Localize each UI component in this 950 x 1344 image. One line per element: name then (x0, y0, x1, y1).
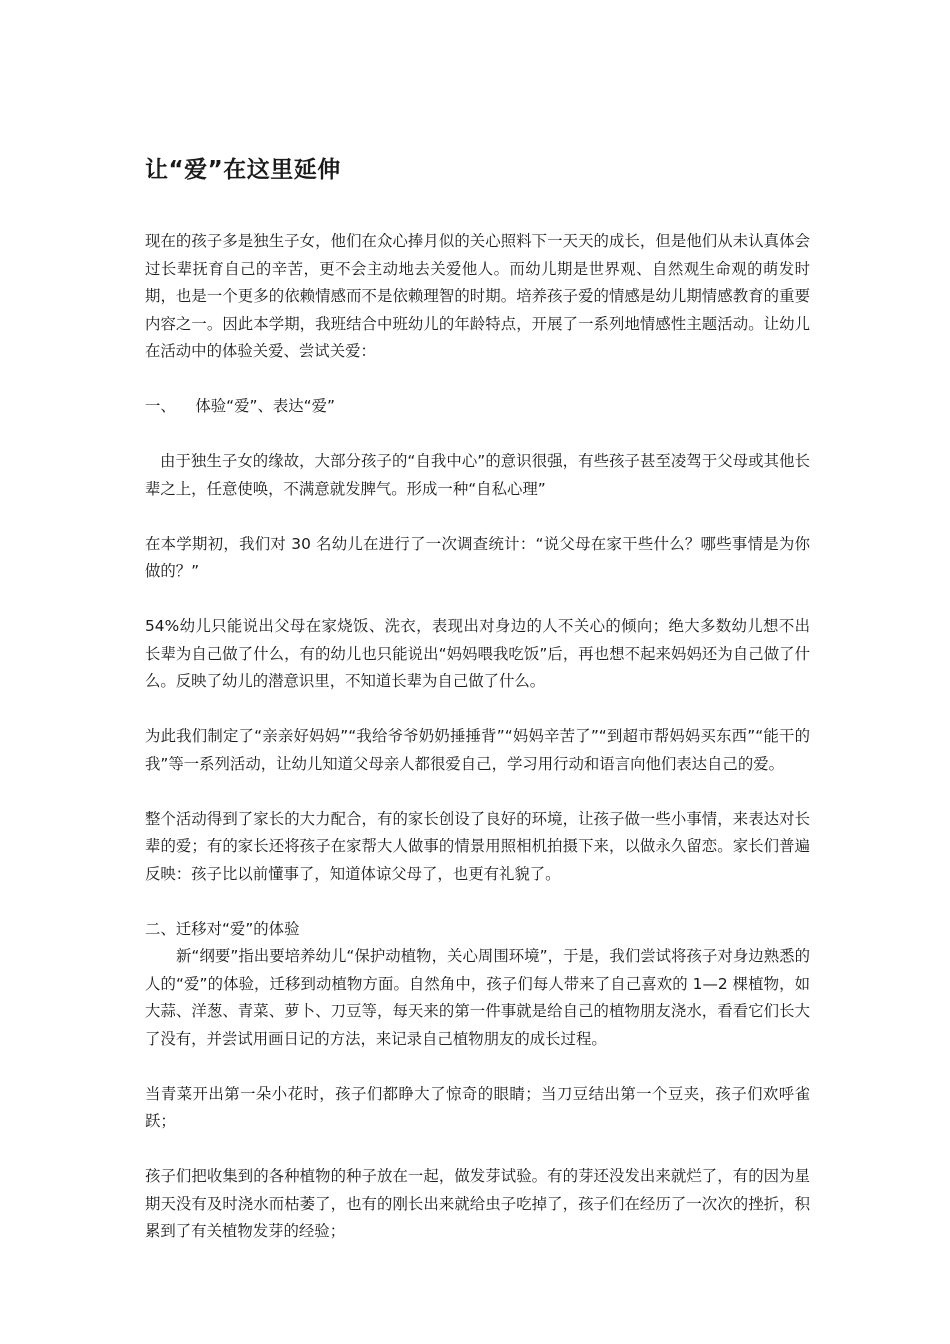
paragraph: 在本学期初，我们对 30 名幼儿在进行了一次调查统计：“说父母在家干些什么？哪些事情是为你做的？” (145, 534, 810, 580)
section-heading-1: 一、 体验“爱”、表达“爱” (145, 397, 335, 415)
paragraph: 孩子们把收集到的各种植物的种子放在一起，做发芽试验。有的芽还没发出来就烂了，有的因为星期天没有及时浇水而枯萎了，也有的刚长出来就给虫子吃掉了，孩子们在经历了一次次的挫折，积累到了有关植物发芽的经验； (145, 1167, 810, 1240)
paragraph: 新“纲要”指出要培养幼儿“保护动植物，关心周围环境”，于是，我们尝试将孩子对身边熟悉的人的“爱”的体验，迁移到动植物方面。自然角中，孩子们每人带来了自己喜欢的 1—2 棵植物，如大蒜、洋葱、青菜、萝卜、刀豆等，每天来的第一件事就是给自己的植物朋友浇水，看看它们长大了没有，并尝试用画日记的方法，来记录自己植物朋友的成长过程。 (145, 947, 810, 1048)
document-title: 让“爱”在这里延伸 (145, 157, 341, 183)
section-heading-2: 二、迁移对“爱”的体验 (145, 919, 300, 938)
document-body (145, 228, 810, 1273)
paragraph: 54%幼儿只能说出父母在家烧饭、洗衣，表现出对身边的人不关心的倾向；绝大多数幼儿想不出长辈为自己做了什么，有的幼儿也只能说出“妈妈喂我吃饭”后，再也想不起来妈妈还为自己做了什么。反映了幼儿的潜意识里，不知道长辈为自己做了什么。 (145, 617, 810, 690)
paragraph: 为此我们制定了“亲亲好妈妈”“我给爷爷奶奶捶捶背”“妈妈辛苦了”“到超市帮妈妈买东西”“能干的我”等一系列活动，让幼儿知道父母亲人都很爱自己，学习用行动和语言向他们表达自己的爱。 (145, 727, 810, 773)
paragraph: 由于独生子女的缘故，大部分孩子的“自我中心”的意识很强，有些孩子甚至凌驾于父母或其他长辈之上，任意使唤，不满意就发脾气。形成一种“自私心理” (145, 452, 810, 498)
paragraph: 整个活动得到了家长的大力配合，有的家长创设了良好的环境，让孩子做一些小事情，来表达对长辈的爱；有的家长还将孩子在家帮大人做事的情景用照相机拍摄下来，以做永久留恋。家长们普遍反映：孩子比以前懂事了，知道体谅父母了，也更有礼貌了。 (145, 809, 810, 883)
paragraph-intro: 现在的孩子多是独生子女，他们在众心捧月似的关心照料下一天天的成长，但是他们从未认真体会过长辈抚育自己的辛苦，更不会主动地去关爱他人。而幼儿期是世界观、自然观生命观的萌发时期，也是一个更多的依赖情感而不是依赖理智的时期。培养孩子爱的情感是幼儿期情感教育的重要内容之一。因此本学期，我班结合中班幼儿的年龄特点，开展了一系列地情感性主题活动。让幼儿在活动中的体验关爱、尝试关爱： (145, 232, 810, 360)
paragraph: 当青菜开出第一朵小花时，孩子们都睁大了惊奇的眼睛；当刀豆结出第一个豆夹，孩子们欢呼雀跃； (145, 1084, 810, 1130)
